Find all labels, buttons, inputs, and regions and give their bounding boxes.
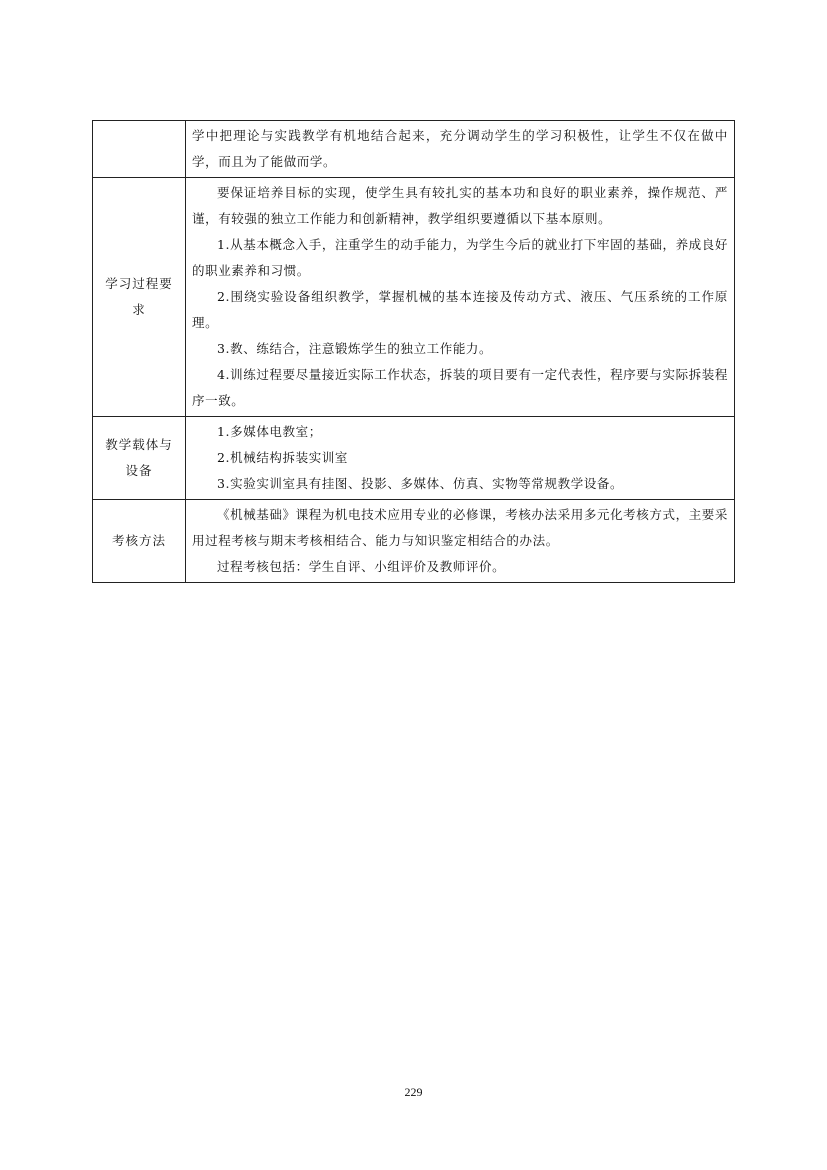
row-label-learning-process: 学习过程要求: [93, 178, 186, 417]
content-paragraph: 3.教、练结合，注意锻炼学生的独立工作能力。: [217, 341, 493, 356]
table-row-assessment: [93, 500, 735, 583]
content-paragraph: 2.机械结构拆装实训室: [217, 450, 349, 465]
row-content-continuation: [186, 121, 735, 178]
row-content-teaching-equipment: [186, 417, 735, 500]
row-content-assessment: [186, 500, 735, 583]
content-paragraph: 4.训练过程要尽量接近实际工作状态，拆装的项目要有一定代表性，程序要与实际拆装程序一致。: [192, 367, 728, 408]
content-paragraph: 2.围绕实验设备组织教学，掌握机械的基本连接及传动方式、液压、气压系统的工作原理。: [192, 289, 728, 330]
content-paragraph: 1.多媒体电教室；: [217, 424, 322, 439]
table-row-learning-process: [93, 178, 735, 417]
content-paragraph: 过程考核包括：学生自评、小组评价及教师评价。: [217, 559, 506, 574]
table-row-continuation: [93, 121, 735, 178]
row-content-learning-process: [186, 178, 735, 417]
row-label-teaching-equipment: 教学载体与设备: [93, 417, 186, 500]
content-paragraph: 学中把理论与实践教学有机地结合起来，充分调动学生的学习积极性，让学生不仅在做中学，而且为了能做而学。: [192, 128, 728, 169]
content-paragraph: 要保证培养目标的实现，使学生具有较扎实的基本功和良好的职业素养，操作规范、严谨，有较强的独立工作能力和创新精神，教学组织要遵循以下基本原则。: [192, 185, 728, 226]
table-row-teaching-equipment: [93, 417, 735, 500]
content-paragraph: 1.从基本概念入手，注重学生的动手能力，为学生今后的就业打下牢固的基础，养成良好的职业素养和习惯。: [192, 237, 728, 278]
page-number: 229: [404, 1085, 423, 1099]
curriculum-table: [92, 120, 735, 583]
row-label-empty: [93, 121, 186, 178]
row-label-assessment: 考核方法: [93, 500, 186, 583]
content-paragraph: 《机械基础》课程为机电技术应用专业的必修课，考核办法采用多元化考核方式，主要采用过程考核与期末考核相结合、能力与知识鉴定相结合的办法。: [192, 507, 728, 548]
content-paragraph: 3.实验实训室具有挂图、投影、多媒体、仿真、实物等常规教学设备。: [217, 476, 624, 491]
